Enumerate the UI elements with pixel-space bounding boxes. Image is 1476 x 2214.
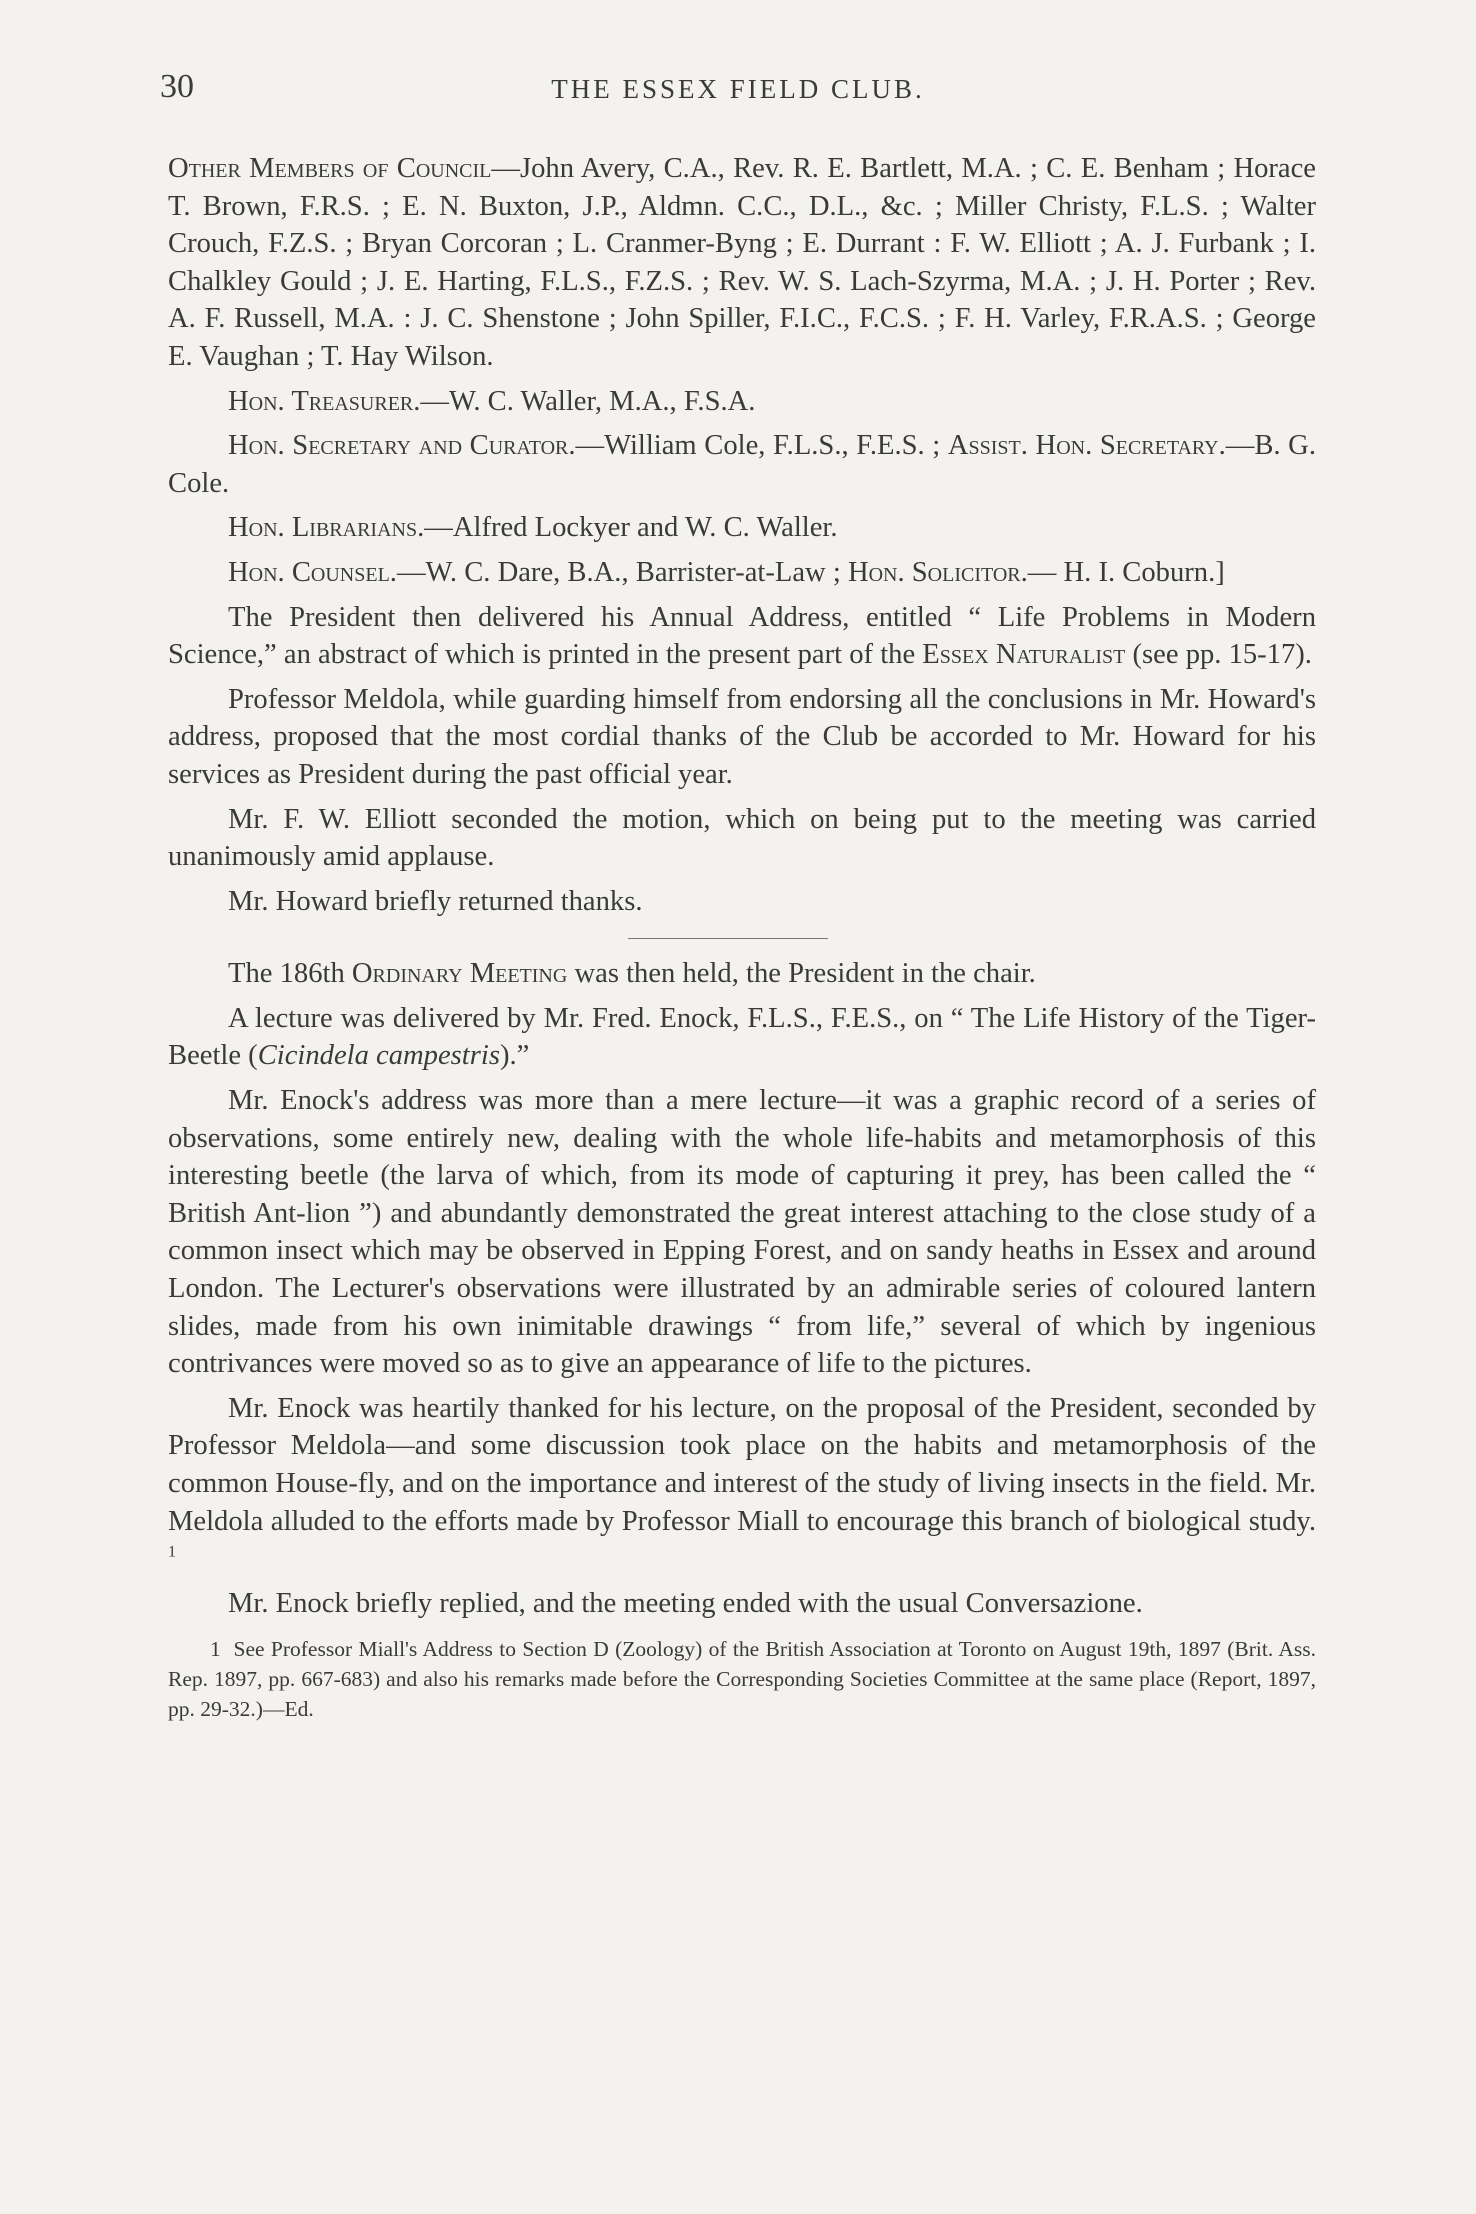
treasurer-paragraph (168, 383, 1316, 421)
counsel-label: Hon. Counsel. (228, 556, 397, 588)
assist-secretary-text: —B. G. Cole. (168, 430, 1316, 499)
species-name: Cicindela campestris (257, 1040, 500, 1072)
meeting-text-after: was then held, the President in the chair. (567, 958, 1036, 990)
treasurer-text: —W. C. Waller, M.A., F.S.A. (420, 385, 756, 417)
council-text: —John Avery, C.A., Rev. R. E. Bartlett, M.A. ; C. E. Benham ; Horace T. Brown, F.R.S. ; E. N. Buxton, J.P., Aldmn. C.C., D.L., &c. ; Miller Christy, F.L.S. ; Walter Crouch, F.Z.S. ; Bryan Corcoran ; L. Cranmer-Byng ; E. Durrant : F. W. Elliott ; A. J. Furbank ; I. Chalkley Gould ; J. E. Harting, F.L.S., F.Z.S. ; Rev. W. S. Lach-Szyrma, M.A. ; J. H. Porter ; Rev. A. F. Russell, M.A. : J. C. Shenstone ; John Spiller, F.I.C., F.C.S. ; F. H. Varley, F.R.A.S. ; George E. Vaughan ; T. Hay Wilson. (168, 153, 1316, 372)
thanks-text: Mr. Enock was heartily thanked for his lecture, on the proposal of the President, seconded by Professor Meldola—and some discussion took place on the habits and metamorphosis of the common House-fly, and on the importance and interest of the study of living insects in the field. Mr. Meldola alluded to the efforts made by Professor Miall to encourage this branch of biological study. (168, 1392, 1316, 1537)
council-label: Other Members of Council (168, 153, 492, 184)
assist-secretary-label: Assist. Hon. Secretary. (947, 430, 1226, 462)
address-text-before: The President then delivered his Annual Address, entitled “ Life Problems in Modern Science,” an abstract of which is printed in the present part of the (168, 601, 1316, 671)
lecture-paragraph (168, 1000, 1316, 1075)
librarians-label: Hon. Librarians. (228, 512, 425, 544)
page-body (168, 150, 1316, 1731)
address-text-after: (see pp. 15-17). (1125, 639, 1312, 671)
solicitor-text: — H. I. Coburn.] (1027, 556, 1225, 588)
annual-address-paragraph (168, 599, 1316, 674)
secretary-paragraph (168, 427, 1316, 502)
thanks-paragraph (168, 1390, 1316, 1578)
page-number: 30 (160, 68, 194, 105)
section-divider (628, 938, 828, 939)
howard-paragraph: Mr. Howard briefly returned thanks. (228, 885, 643, 917)
closing-text-before: Mr. Enock briefly replied, and the meeting ended with the usual (228, 1587, 966, 1619)
footnote-marker: 1 (210, 1637, 221, 1662)
council-paragraph (168, 150, 1316, 376)
journal-title: Essex Naturalist (922, 639, 1126, 671)
meeting-label: Ordinary Meeting (351, 958, 568, 990)
closing-paragraph (168, 1585, 1316, 1623)
meeting-text-before: The 186th (228, 958, 352, 990)
lecture-text-before: A lecture was delivered by Mr. Fred. Enock, F.L.S., F.E.S., on “ The Life History of the Tiger-Beetle ( (168, 1002, 1316, 1072)
solicitor-label: Hon. Solicitor. (847, 556, 1028, 588)
running-title: THE ESSEX FIELD CLUB. (551, 74, 925, 104)
lecture-text-after: ).” (499, 1040, 530, 1072)
secretary-label: Hon. Secretary and Curator. (228, 430, 576, 462)
footnote-text: See Professor Miall's Address to Section D (Zoology) of the British Association at Toronto on August 19th, 1897 (Brit. Ass. Rep. 1897, pp. 667-683) and also his remarks made before the Corresponding Societies Committee at the same place (Report, 1897, pp. 29-32.)—Ed. (168, 1637, 1317, 1722)
librarians-paragraph (168, 509, 1316, 547)
footnote (168, 1634, 1316, 1724)
page-header (160, 68, 1316, 118)
enock-address-paragraph: Mr. Enock's address was more than a mere lecture—it was a graphic record of a series of observations, some entirely new, dealing with the whole life-habits and metamorphosis of this interesting beetle (the larva of which, from its mode of capturing it prey, has been called the “ British Ant-lion ”) and abundantly demonstrated the great interest attaching to the close study of a common insect which may be observed in Epping Forest, and on sandy heaths in Essex and around London. The Lecturer's observations were illustrated by an admirable series of coloured lantern slides, made from his own inimitable drawings “ from life,” several of which by ingenious contrivances were moved so as to give an appearance of life to the pictures. (168, 1085, 1316, 1380)
footnote-reference: 1 (168, 1543, 176, 1561)
librarians-text: —Alfred Lockyer and W. C. Waller. (424, 512, 838, 544)
meldola-paragraph: Professor Meldola, while guarding himself from endorsing all the conclusions in Mr. Howard's address, proposed that the most cordial thanks of the Club be accorded to Mr. Howard for his services as President during the past official year. (168, 683, 1316, 790)
treasurer-label: Hon. Treasurer. (228, 385, 421, 417)
elliott-paragraph: Mr. F. W. Elliott seconded the motion, which on being put to the meeting was carried unanimously amid applause. (168, 803, 1316, 873)
counsel-paragraph (168, 554, 1316, 592)
counsel-text: —W. C. Dare, B.A., Barrister-at-Law ; (396, 556, 848, 588)
closing-text-after: . (1135, 1587, 1143, 1619)
ordinary-meeting-paragraph (168, 955, 1316, 993)
conversazione-word: Conversazione (965, 1587, 1136, 1619)
secretary-text: —William Cole, F.L.S., F.E.S. ; (575, 430, 948, 462)
